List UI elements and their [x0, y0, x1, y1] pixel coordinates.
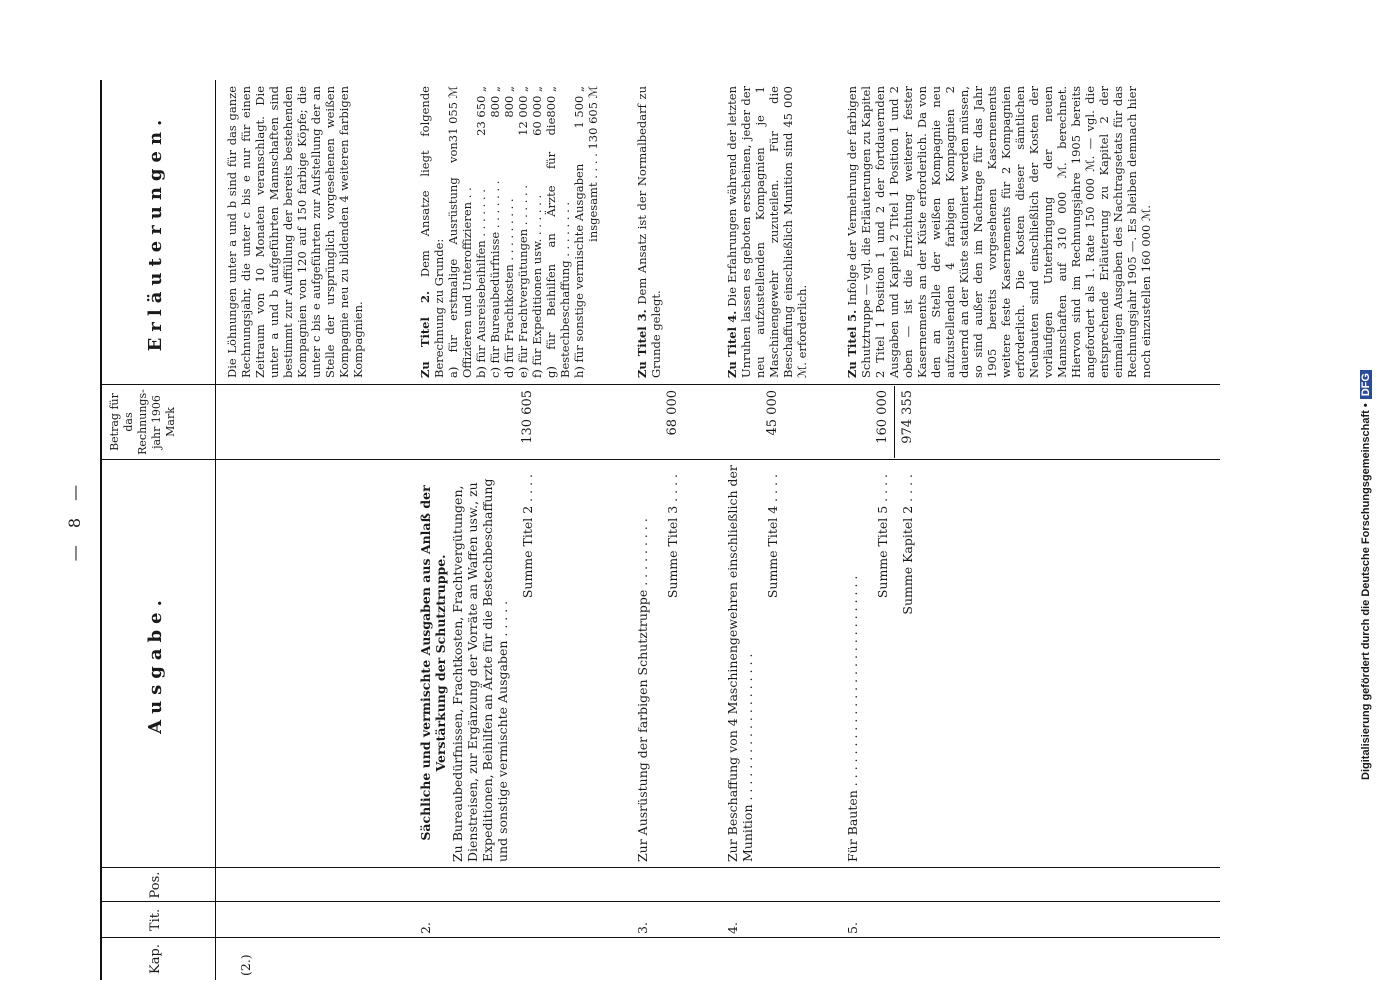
dfg-logo: DFG [1360, 370, 1372, 399]
expl-tit-3 [635, 86, 663, 378]
tit-5-sum-label: Summe Titel 5 . . . . [875, 474, 890, 599]
expl-tit-2-item-label: b) für Ausreisebeihilfen . . . . . . . [474, 189, 488, 378]
tit-5-amount: 160 000 [875, 390, 890, 444]
expl-tit-2-item-value: 1 500 „ [572, 86, 586, 129]
tit-2-amount: 130 605 [520, 390, 535, 444]
tit-4-sum-label: Summe Titel 4 . . . . [765, 474, 780, 599]
tit-5-number: 5. [845, 922, 860, 934]
tit-3-text: Zur Ausrüstung der farbigen Schutztruppe . . . . . . . . . [635, 518, 650, 862]
dfg-sidebar [1360, 20, 1380, 780]
col-divider-tit [100, 901, 1220, 902]
expl-tit-2-item-label: g) für Beihilfen an Ärzte für die Bestechbeschaffung . . . . . . . . [544, 117, 572, 378]
expl-tit-2-text: Dem Ansatze liegt folgende Berechnung zu Grunde: [418, 86, 446, 378]
expl-tit-3-text: Dem Ansatz ist der Normalbedarf zu Grunde gelegt. [635, 85, 663, 378]
dfg-credit-text: Digitalisierung gefördert durch die Deutsche Forschungsgemeinschaft • [1360, 403, 1372, 780]
header-tit: Tit. [148, 908, 163, 932]
expl-tit-2-item [446, 86, 474, 378]
tit-3-amount: 68 000 [665, 390, 680, 436]
expl-tit-2-item-label: e) für Frachtvergütungen . . . . . . [516, 184, 530, 378]
kapitel-2-total: 974 355 [900, 390, 915, 444]
expl-tit-4-lead: Zu Titel 4. [725, 310, 739, 378]
tit-2-number: 2. [418, 922, 433, 934]
dfg-credit [1360, 20, 1372, 780]
expl-tit-2-item-value: 23 650 „ [474, 86, 488, 136]
expl-tit-2-item-label: f) für Expeditionen usw. . . . . . . [530, 194, 544, 378]
expl-tit-2-total: insgesamt . . . . 130 605 ℳ [586, 86, 600, 242]
kap-value: (2.) [238, 954, 253, 976]
expl-tit-2-item-value: 12 000 „ [516, 86, 530, 136]
expl-tit-2-item [488, 86, 502, 378]
expl-intro: Die Löhnungen unter a und b sind für das ganze Rechnungsjahr, die unter c bis e nur für einen Zeitraum von 10 Monaten veranschlagt. Die unter a und b aufgeführten Mannschaften sind bestimmt zur Auffüllung der bereits bestehenden Kompagnien von 120 auf 150 farbige Köpfe; die unter c bis e aufgeführten zur Aufstellung der an Stelle der ursprünglich vorgesehenen weißen Kompagnie neu zu bildenden 4 weiteren farbigen Kompagnien. [225, 86, 365, 378]
kapitel-2-sum-label: Summe Kapitel 2 . . . . [900, 474, 915, 615]
col-divider-ausgabe [100, 459, 1220, 460]
header-erlaeuterungen: Erläuterungen. [145, 113, 166, 352]
expl-tit-2 [418, 86, 600, 378]
expl-tit-5 [845, 86, 1153, 378]
expl-tit-2-item [474, 86, 488, 378]
expl-tit-2-item-value: 60 000 „ [530, 86, 544, 136]
expl-tit-2-item [530, 86, 544, 378]
tit-3-sum-label: Summe Titel 3 . . . . [665, 474, 680, 599]
tit-5-text: Für Bauten . . . . . . . . . . . . . . . . . . . . . . . . . . . [845, 575, 860, 862]
expl-tit-2-item [502, 86, 516, 378]
tit-4-text: Zur Beschaffung von 4 Maschinengewehren einschließlich der Munition . . . . . . . . . . . . . . . . . . . [725, 465, 755, 862]
col-divider-pos [100, 867, 1220, 868]
expl-tit-2-item-label: h) für sonstige vermischte Ausgaben [572, 163, 586, 378]
expl-tit-2-lead: Zu Titel 2. [418, 290, 432, 378]
page-number: — 8 — [65, 478, 84, 562]
tit-2-sum-label: Summe Titel 2 . . . . [520, 474, 535, 599]
tit-2-text: Zu Bureaubedürfnissen, Frachtkosten, Frachtvergütungen, Dienstreisen, zur Ergänzung der Vorräte an Waffen usw., zu Expeditionen, Beihilfen an Ärzte für die Bestechbeschaffung und sonstige vermischte Ausgaben . . . . . [450, 478, 510, 862]
header-betrag: Betrag für das Rechnungs-jahr 1906 Mark [108, 389, 177, 455]
expl-tit-3-lead: Zu Titel 3. [635, 309, 649, 378]
tit-3-number: 3. [635, 922, 650, 934]
top-rule [100, 80, 102, 980]
col-divider-kap [100, 937, 1220, 938]
header-ausgabe: Ausgabe. [145, 594, 166, 734]
header-kap: Kap. [148, 944, 163, 974]
col-divider-betrag [100, 384, 1220, 385]
expl-tit-5-text: Infolge der Vermehrung der farbigen Schutztruppe — vgl. die Erläuterungen zu Kapitel 2 Titel 1 Position 1 und 2 der fortdauernden Ausgaben und Kapitel 2 Titel 1 Position 1 und 2 oben — ist die Errichtung weiterer fester Kasernements an der Küste erforderlich. Da von den an Stelle der weißen Kompagnie neu aufzustellenden 4 farbigen Kompagnien 2 dauernd an der Küste stationiert werden müssen, so sind außer den im Nachtrage für das Jahr 1905 bereits vorgesehenen Kasernements weitere feste Kasernements für 2 Kompagnien erforderlich. Die Kosten dieser sämtlichen Neubauten sind einschließlich der Kosten der vorläufigen Unterbringung der neuen Mannschaften auf 310 000 ℳ. berechnet. Hiervon sind im Rechnungsjahre 1905 bereits angefordert als 1. Rate 150 000 ℳ. — vgl. die entsprechende Erläuterung zu Kapitel 2 der einmaligen Ausgaben des Nachtragsetats für das Rechnungsjahr 1905 —. Es bleiben demnach hier noch einzustellen 160 000 ℳ. [845, 86, 1153, 378]
expl-tit-2-item-value: 800 „ [544, 86, 558, 118]
sum-rule [894, 386, 895, 458]
expl-tit-2-item [544, 86, 572, 378]
expl-tit-2-item [516, 86, 530, 378]
header-rule [215, 80, 216, 980]
expl-tit-2-item-value: 800 „ [502, 86, 516, 118]
expl-tit-2-item-value: 31 055 ℳ [446, 86, 460, 143]
expl-tit-2-item-label: c) für Bureaubedürfnisse . . . . . . . [488, 180, 502, 378]
expl-tit-2-items [446, 86, 586, 378]
tit-4-amount: 45 000 [765, 390, 780, 436]
rotated-page [65, 60, 1240, 980]
expl-tit-2-item-value: 800 „ [488, 86, 502, 118]
tit-2-heading: Sächliche und vermischte Ausgaben aus Anlaß der Verstärkung der Schutztruppe. [418, 485, 448, 841]
expl-tit-2-item [572, 86, 586, 378]
expl-tit-4 [725, 86, 809, 378]
expl-tit-2-item-label: a) für erstmalige Ausrüstung von Offizieren und Unteroffizieren . . [446, 142, 474, 378]
expl-tit-2-item-label: d) für Frachtkosten . . . . . . . . . [502, 198, 516, 378]
expl-tit-5-lead: Zu Titel 5. [845, 309, 859, 378]
header-pos: Pos. [148, 871, 163, 899]
expl-tit-4-text: Die Erfahrungen während der letzten Unruhen lassen es geboten erscheinen, jeder der neu aufzustellenden Kompagnien je 1 Maschinengewehr zuzuteilen. Für die Beschaffung einschließlich Munition sind 45 000 ℳ. erforderlich. [725, 86, 809, 378]
tit-4-number: 4. [725, 922, 740, 934]
